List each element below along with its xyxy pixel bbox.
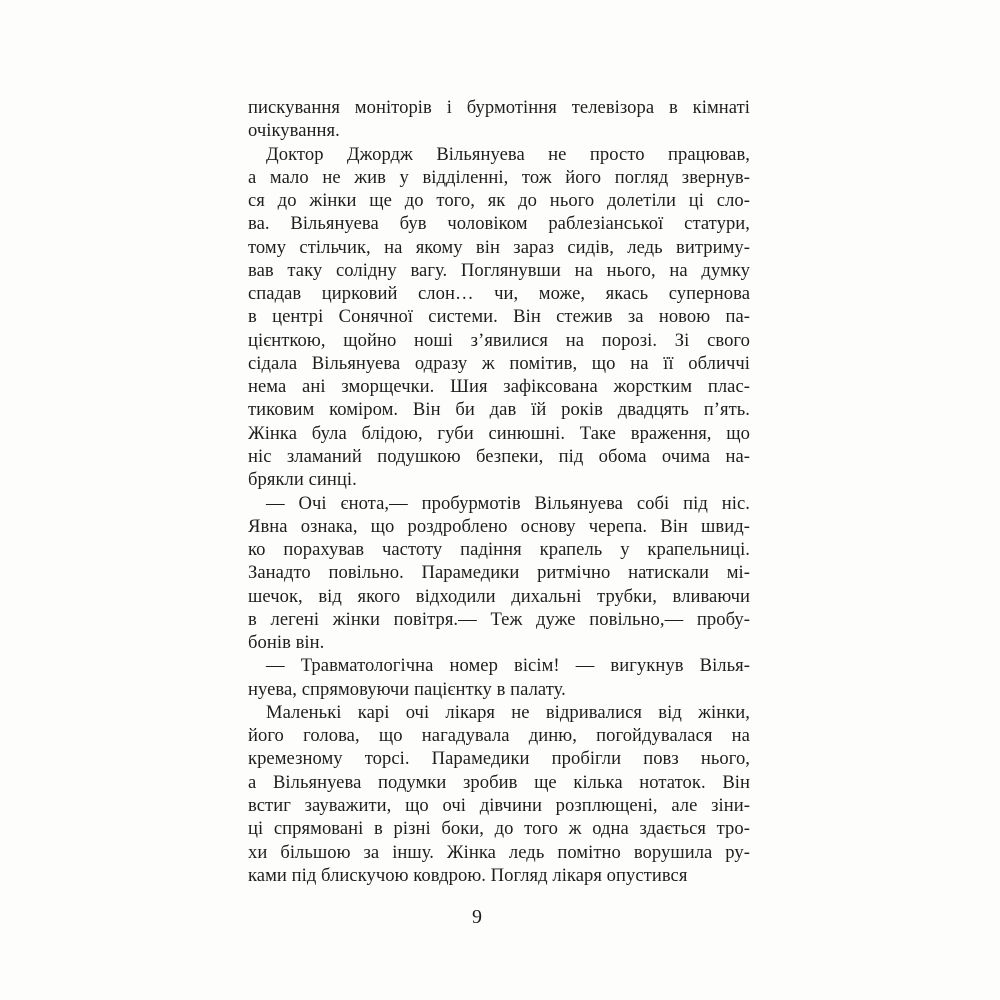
text-line: пискування моніторів і бурмотіння телевізора в кімнаті: [248, 97, 750, 118]
text-line: ці спрямовані в різні боки, до того ж одна здається тро-: [248, 818, 750, 840]
text-line: Жінка була блідою, губи синюшні. Таке враження, що: [248, 422, 750, 444]
text-line: ками під блискучою ковдрою. Погляд лікаря опустився: [248, 864, 688, 886]
text-line: його голова, що нагадувала диню, погойдувалася на: [248, 725, 750, 747]
text-line: а мало не жив у відділенні, тож його погляд звернув-: [248, 166, 750, 188]
text-line: ва. Вільянуева був чоловіком раблезіанської статури,: [248, 213, 750, 235]
paragraph: [248, 492, 750, 655]
text-line: ко порахував частоту падіння крапель у крапельниці.: [248, 539, 750, 561]
text-line: ся до жінки ще до того, як до нього долетіли ці сло-: [248, 190, 750, 212]
text-line: в легені жінки повітря.— Теж дуже повільно,— пробу-: [248, 608, 750, 630]
text-line: а Вільянуева подумки зробив ще кілька нотаток. Він: [248, 771, 750, 793]
text-line: вав таку солідну вагу. Поглянувши на нього, на думку: [248, 259, 750, 281]
text-line: нуева, спрямовуючи пацієнтку в палату.: [248, 678, 566, 700]
text-line: хи більшою за іншу. Жінка ледь помітно ворушила ру-: [248, 841, 750, 863]
text-line: шечок, від якого відходили дихальні трубки, вливаючи: [248, 585, 750, 607]
text-line: ніс зламаний подушкою безпеки, під обома очима на-: [248, 445, 750, 467]
text-line: Занадто повільно. Парамедики ритмічно натискали мі-: [248, 562, 750, 584]
text-line: Доктор Джордж Вільянуева не просто працював,: [266, 143, 750, 165]
paragraph: [248, 96, 750, 143]
text-line: Маленькі карі очі лікаря не відривалися від жінки,: [266, 701, 750, 723]
text-line: тиковим коміром. Він би дав їй років двадцять п’ять.: [248, 399, 750, 421]
text-line: — Травматологічна номер вісім! — вигукнув Вілья-: [266, 655, 750, 677]
text-line: Явна ознака, що роздроблено основу черепа. Він швид-: [248, 515, 750, 537]
text-line: в центрі Сонячної системи. Він стежив за новою па-: [248, 306, 750, 328]
text-line: тому стільчик, на якому він зараз сидів, ледь витриму-: [248, 236, 750, 258]
page-number: 9: [472, 906, 482, 928]
paragraph: [248, 654, 750, 701]
text-line: сідала Вільянуева одразу ж помітив, що на її обличчі: [248, 352, 750, 374]
text-line: цієнткою, щойно ноші з’явилися на порозі. Зі свого: [248, 329, 750, 351]
text-line: — Очі єнота,— пробурмотів Вільянуева собі під ніс.: [266, 492, 750, 514]
text-line: бонів він.: [248, 632, 325, 654]
text-line: брякли синці.: [248, 469, 357, 491]
text-block: [248, 96, 750, 887]
text-line: кремезному торсі. Парамедики пробігли повз нього,: [248, 748, 750, 770]
text-line: спадав цирковий слон… чи, може, якась супернова: [248, 283, 750, 305]
text-line: очікування.: [248, 120, 340, 142]
paragraph: [248, 143, 750, 492]
text-line: нема ані зморщечки. Шия зафіксована жорстким плас-: [248, 376, 750, 398]
text-line: встиг зауважити, що очі дівчини розплющені, але зіни-: [248, 794, 750, 816]
paragraph: [248, 701, 750, 887]
